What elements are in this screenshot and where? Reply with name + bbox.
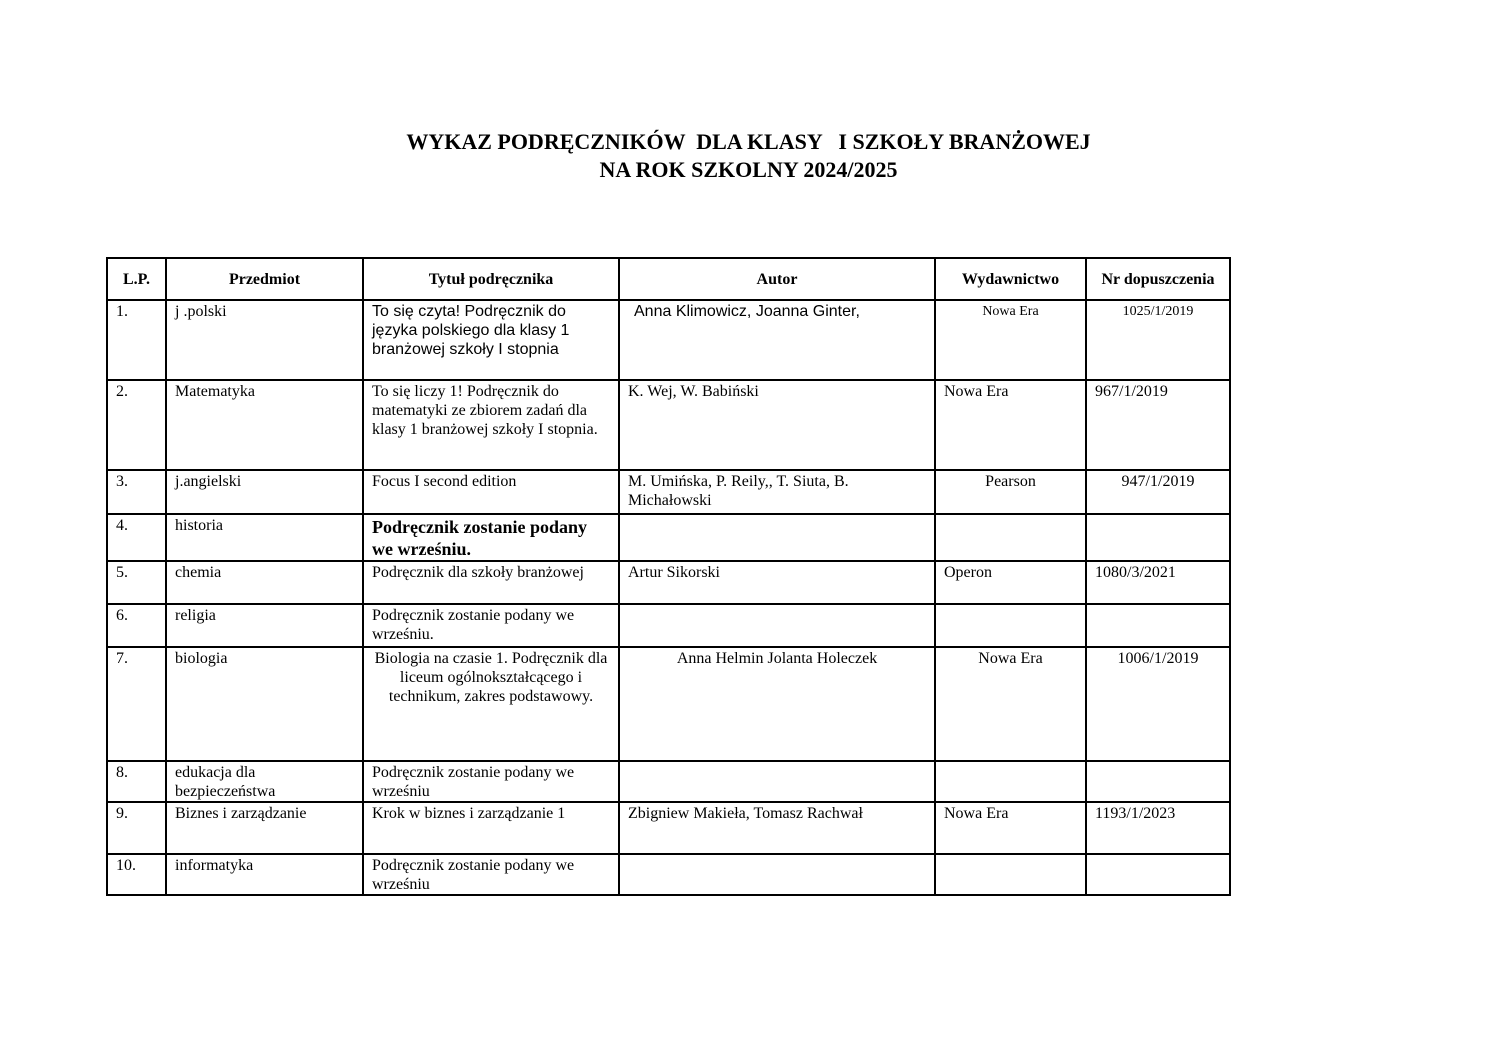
cell-przedmiot: edukacja dla bezpieczeństwa [166,761,363,802]
cell-nr [1086,514,1230,561]
cell-lp: 10. [107,854,166,895]
cell-tytul: To się liczy 1! Podręcznik do matematyki ze zbiorem zadań dla klasy 1 branżowej szkoły I stopnia. [363,380,619,470]
cell-autor: Anna Helmin Jolanta Holeczek [619,647,935,761]
cell-przedmiot: j .polski [166,300,363,380]
cell-lp: 9. [107,802,166,854]
cell-autor [619,604,935,647]
cell-nr: 1080/3/2021 [1086,561,1230,604]
cell-wydawnictwo: Nowa Era [935,380,1086,470]
table-row [107,300,1230,380]
cell-wydawnictwo [935,604,1086,647]
cell-wydawnictwo: Operon [935,561,1086,604]
cell-wydawnictwo: Pearson [935,470,1086,514]
cell-autor: Anna Klimowicz, Joanna Ginter, [619,300,935,380]
cell-nr: 967/1/2019 [1086,380,1230,470]
cell-nr: 947/1/2019 [1086,470,1230,514]
cell-wydawnictwo [935,854,1086,895]
cell-lp: 8. [107,761,166,802]
header-lp: L.P. [107,258,166,300]
cell-przedmiot: historia [166,514,363,561]
table-row [107,761,1230,802]
table-header-row [107,258,1230,300]
cell-nr [1086,761,1230,802]
cell-lp: 4. [107,514,166,561]
cell-wydawnictwo: Nowa Era [935,647,1086,761]
cell-nr: 1025/1/2019 [1086,300,1230,380]
document-title [0,128,1497,184]
header-nr: Nr dopuszczenia [1086,258,1230,300]
table-row [107,854,1230,895]
cell-wydawnictwo: Nowa Era [935,300,1086,380]
cell-tytul: To się czyta! Podręcznik do języka polskiego dla klasy 1 branżowej szkoły I stopnia [363,300,619,380]
cell-przedmiot: j.angielski [166,470,363,514]
cell-tytul: Podręcznik zostanie podany we wrześniu [363,761,619,802]
table-row [107,802,1230,854]
cell-tytul: Biologia na czasie 1. Podręcznik dla liceum ogólnokształcącego i technikum, zakres podstawowy. [363,647,619,761]
cell-nr: 1006/1/2019 [1086,647,1230,761]
header-przedmiot: Przedmiot [166,258,363,300]
header-autor: Autor [619,258,935,300]
cell-lp: 2. [107,380,166,470]
cell-autor: M. Umińska, P. Reily,, T. Siuta, B. Michałowski [619,470,935,514]
cell-tytul: Podręcznik zostanie podany we wrześniu [363,854,619,895]
cell-wydawnictwo [935,514,1086,561]
title-line-2: NA ROK SZKOLNY 2024/2025 [599,157,898,182]
table-row [107,647,1230,761]
cell-nr [1086,604,1230,647]
cell-wydawnictwo: Nowa Era [935,802,1086,854]
cell-tytul: Podręcznik zostanie podany we wrześniu. [363,514,619,561]
header-tytul: Tytuł podręcznika [363,258,619,300]
cell-przedmiot: chemia [166,561,363,604]
cell-przedmiot: Biznes i zarządzanie [166,802,363,854]
cell-wydawnictwo [935,761,1086,802]
cell-tytul: Podręcznik zostanie podany we wrześniu. [363,604,619,647]
cell-przedmiot: religia [166,604,363,647]
cell-lp: 7. [107,647,166,761]
cell-tytul: Krok w biznes i zarządzanie 1 [363,802,619,854]
cell-lp: 3. [107,470,166,514]
cell-przedmiot: informatyka [166,854,363,895]
table-row [107,561,1230,604]
cell-autor [619,761,935,802]
cell-autor [619,854,935,895]
cell-tytul: Podręcznik dla szkoły branżowej [363,561,619,604]
cell-autor: K. Wej, W. Babiński [619,380,935,470]
cell-nr: 1193/1/2023 [1086,802,1230,854]
table-row [107,470,1230,514]
table-row [107,380,1230,470]
cell-przedmiot: Matematyka [166,380,363,470]
table-row [107,604,1230,647]
header-wydawnictwo: Wydawnictwo [935,258,1086,300]
textbook-table [106,257,1231,896]
cell-lp: 6. [107,604,166,647]
cell-autor: Zbigniew Makieła, Tomasz Rachwał [619,802,935,854]
cell-lp: 1. [107,300,166,380]
cell-lp: 5. [107,561,166,604]
cell-nr [1086,854,1230,895]
table-row [107,514,1230,561]
cell-tytul: Focus I second edition [363,470,619,514]
cell-autor [619,514,935,561]
title-line-1: WYKAZ PODRĘCZNIKÓW DLA KLASY I SZKOŁY BRANŻOWEJ [406,129,1091,154]
cell-autor: Artur Sikorski [619,561,935,604]
cell-przedmiot: biologia [166,647,363,761]
